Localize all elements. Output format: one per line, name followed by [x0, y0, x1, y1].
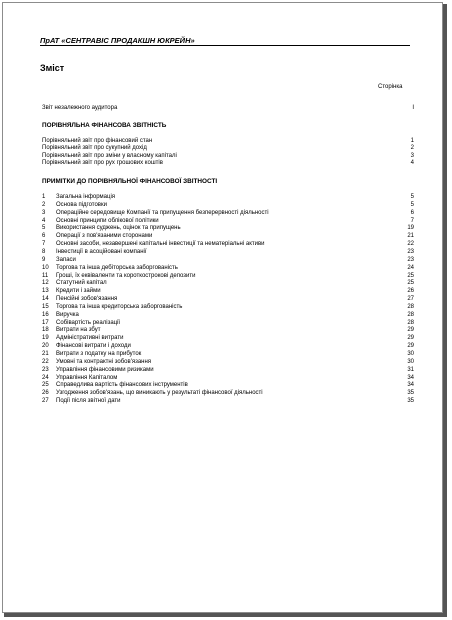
toc-label-text: Умовні та контрактні зобов'язання [56, 358, 152, 365]
toc-page: 25 [407, 272, 414, 279]
note-number: 7 [42, 241, 46, 248]
note-number: 27 [42, 398, 49, 405]
page-shadow-bottom [4, 613, 447, 617]
page-column-label: Сторінка [378, 84, 403, 90]
toc-page: 34 [407, 382, 414, 389]
toc-label [42, 272, 196, 280]
toc-page: 4 [410, 159, 414, 166]
toc-label-text: Виручка [56, 311, 79, 318]
toc-label [42, 326, 100, 334]
toc-note-entry[interactable] [42, 358, 414, 366]
toc-note-entry[interactable] [42, 240, 414, 248]
note-number: 25 [42, 382, 49, 389]
section-title-financial: ПОРІВНЯЛЬНА ФІНАНСОВА ЗВІТНІСТЬ [42, 122, 167, 129]
toc-note-entry[interactable] [42, 334, 414, 342]
toc-label-text: Фінансові витрати і доходи [56, 343, 131, 350]
toc-label-text: Події після звітної дати [56, 398, 121, 405]
note-number: 15 [42, 303, 49, 310]
toc-label-text: Операції з пов'язаними сторонами [56, 233, 153, 240]
toc-note-entry[interactable] [42, 397, 414, 405]
toc-label [42, 358, 151, 366]
toc-auditor[interactable] [42, 104, 414, 112]
toc-entry[interactable] [42, 159, 414, 167]
toc-label [42, 366, 154, 374]
note-number: 26 [42, 390, 49, 397]
toc-note-entry[interactable] [42, 256, 414, 264]
toc-page: 28 [407, 303, 414, 310]
note-number: 13 [42, 288, 49, 295]
toc-label-text: Основні принципи облікової політики [56, 217, 159, 224]
toc-note-entry[interactable] [42, 248, 414, 256]
toc-note-entry[interactable] [42, 217, 414, 225]
toc-note-entry[interactable] [42, 319, 414, 327]
toc-page: 1 [410, 138, 414, 144]
toc-label-text: Справедлива вартість фінансових інструментів [56, 382, 188, 389]
toc-page: 29 [407, 335, 414, 342]
note-number: 23 [42, 366, 49, 373]
toc-label [42, 334, 123, 342]
toc-label-text: Використання суджень, оцінок та припущень [56, 225, 181, 232]
note-number: 11 [42, 272, 49, 279]
note-number: 8 [42, 248, 46, 255]
toc-label-text: Торгова та інша дебіторська заборгованість [56, 264, 178, 271]
toc-page: 25 [407, 280, 414, 287]
note-number: 24 [42, 374, 49, 381]
toc-label-text: Порівняльний звіт про фінансовий стан [42, 138, 153, 144]
toc-label-text: Узгодження зобов'язань, що виникають у результаті фінансової діяльності [56, 390, 263, 397]
toc-label [42, 295, 117, 303]
note-number: 14 [42, 296, 49, 303]
toc-page: 26 [407, 288, 414, 295]
toc-label [42, 240, 265, 248]
toc-note-entry[interactable] [42, 311, 414, 319]
toc-label [42, 374, 117, 382]
toc-label-text: Торгова та інша кредиторська заборгованість [56, 303, 183, 310]
toc-page: 29 [407, 343, 414, 350]
toc-note-entry[interactable] [42, 201, 414, 209]
toc-note-entry[interactable] [42, 279, 414, 287]
section-title-notes: ПРИМІТКИ ДО ПОРІВНЯЛЬНОЇ ФІНАНСОВОЇ ЗВІТНОСТІ [42, 178, 218, 185]
toc-page: 35 [407, 398, 414, 405]
toc-label-text: Собівартість реалізації [56, 319, 121, 326]
toc-label-text: Адміністративні витрати [56, 335, 124, 342]
toc-note-entry[interactable] [42, 287, 414, 295]
toc-page: 29 [407, 327, 414, 334]
page-shadow-right [443, 4, 447, 615]
toc-label [42, 397, 121, 405]
company-name: ПрАТ «СЕНТРАВІС ПРОДАКШН ЮКРЕЙН» [40, 36, 195, 45]
toc-label-text: Кредити і займи [56, 288, 101, 295]
note-number: 19 [42, 335, 49, 342]
note-number: 6 [42, 233, 46, 240]
toc-label [42, 350, 141, 358]
note-number: 5 [42, 225, 46, 232]
toc-label [42, 381, 188, 389]
toc-page: I [412, 105, 414, 111]
toc-label [42, 303, 182, 311]
toc-page: 5 [410, 194, 414, 200]
note-number: 4 [42, 217, 46, 224]
toc-note-entry[interactable] [42, 209, 414, 217]
toc-note-entry[interactable] [42, 295, 414, 303]
toc-page: 35 [407, 390, 414, 397]
note-number: 1 [42, 194, 46, 200]
toc-label: Звіт незалежного аудитора [42, 105, 118, 111]
toc-note-entry[interactable] [42, 272, 414, 280]
toc-note-entry[interactable] [42, 381, 414, 389]
toc-page: 28 [407, 311, 414, 318]
note-number: 18 [42, 327, 49, 334]
toc-page: 7 [410, 217, 414, 224]
toc-label-text: Пенсійні зобов'язання [56, 296, 118, 303]
toc-page: 2 [410, 145, 414, 152]
toc-label [42, 248, 147, 256]
toc-label-text: Статутний капітал [56, 280, 107, 287]
toc-label [42, 389, 263, 397]
note-number: 2 [42, 201, 46, 208]
toc-note-entry[interactable] [42, 193, 414, 201]
toc-label-text: Порівняльний звіт про зміни у власному капіталі [42, 152, 177, 159]
toc-label [42, 232, 152, 240]
note-number: 22 [42, 358, 49, 365]
toc-label-text: Управління Капіталом [56, 374, 118, 381]
note-number: 12 [42, 280, 49, 287]
toc-page: 23 [407, 248, 414, 255]
toc-label-text: Загальна інформація [56, 194, 116, 200]
toc-label [42, 287, 101, 295]
note-number: 17 [42, 319, 49, 326]
toc-page: 27 [407, 296, 414, 303]
toc-page: 6 [410, 209, 414, 216]
toc-note-entry[interactable] [42, 374, 414, 382]
note-number: 9 [42, 256, 46, 263]
toc-label [42, 224, 181, 232]
toc-page: 23 [407, 256, 414, 263]
toc-page: 30 [407, 351, 414, 357]
toc-note-entry[interactable] [42, 366, 414, 374]
toc-page: 30 [407, 358, 414, 365]
toc-label [42, 319, 120, 327]
toc-label-text: Гроші, їх еквіваленти та короткострокові депозити [56, 272, 196, 279]
toc-page: 5 [410, 201, 414, 208]
toc-page: 19 [407, 225, 414, 232]
note-number: 10 [42, 264, 49, 271]
note-number: 21 [42, 351, 49, 357]
toc-label-text: Порівняльний звіт про рух грошових коштів [42, 159, 163, 166]
toc-note-entry[interactable] [42, 303, 414, 311]
toc-label-text: Управління фінансовими ризиками [56, 366, 154, 373]
toc-label [42, 209, 269, 217]
toc-label-text: Витрати з податку на прибуток [56, 351, 142, 357]
toc-label-text: Порівняльний звіт про сукупний дохід [42, 145, 147, 152]
toc-page: 3 [410, 152, 414, 159]
toc-label-text: Запаси [56, 256, 76, 263]
toc-label [42, 193, 115, 201]
toc-label [42, 256, 76, 264]
toc-label [42, 279, 107, 287]
toc-note-entry[interactable] [42, 232, 414, 240]
toc-page: 21 [407, 233, 414, 240]
toc-page: 31 [407, 366, 414, 373]
toc-label [42, 159, 163, 167]
toc-page: 24 [407, 264, 414, 271]
toc-label [42, 342, 131, 350]
toc-label-text: Операційне середовище Компанії та припущення безперервності діяльності [56, 209, 269, 216]
toc-note-entry[interactable] [42, 264, 414, 272]
toc-note-entry[interactable] [42, 389, 414, 397]
toc-note-entry[interactable] [42, 224, 414, 232]
page-title: Зміст [40, 63, 65, 73]
toc-label [42, 311, 79, 319]
toc-label-text: Інвестиції в асоційовані компанії [56, 248, 147, 255]
header-rule [40, 45, 410, 46]
note-number: 3 [42, 209, 46, 216]
toc-label [42, 201, 107, 209]
toc-label-text: Основні засоби, незавершені капітальні інвестиції та нематеріальні активи [56, 241, 265, 248]
toc-note-entry[interactable] [42, 350, 414, 358]
toc-page: 22 [407, 241, 414, 248]
note-number: 16 [42, 311, 49, 318]
toc-label [42, 264, 178, 272]
toc-page: 34 [407, 374, 414, 381]
note-number: 20 [42, 343, 49, 350]
toc-label [42, 217, 159, 225]
toc-label-text: Основа підготовки [56, 201, 107, 208]
toc-page: 28 [407, 319, 414, 326]
toc-label-text: Витрати на збут [56, 327, 101, 334]
toc-note-entry[interactable] [42, 326, 414, 334]
toc-note-entry[interactable] [42, 342, 414, 350]
